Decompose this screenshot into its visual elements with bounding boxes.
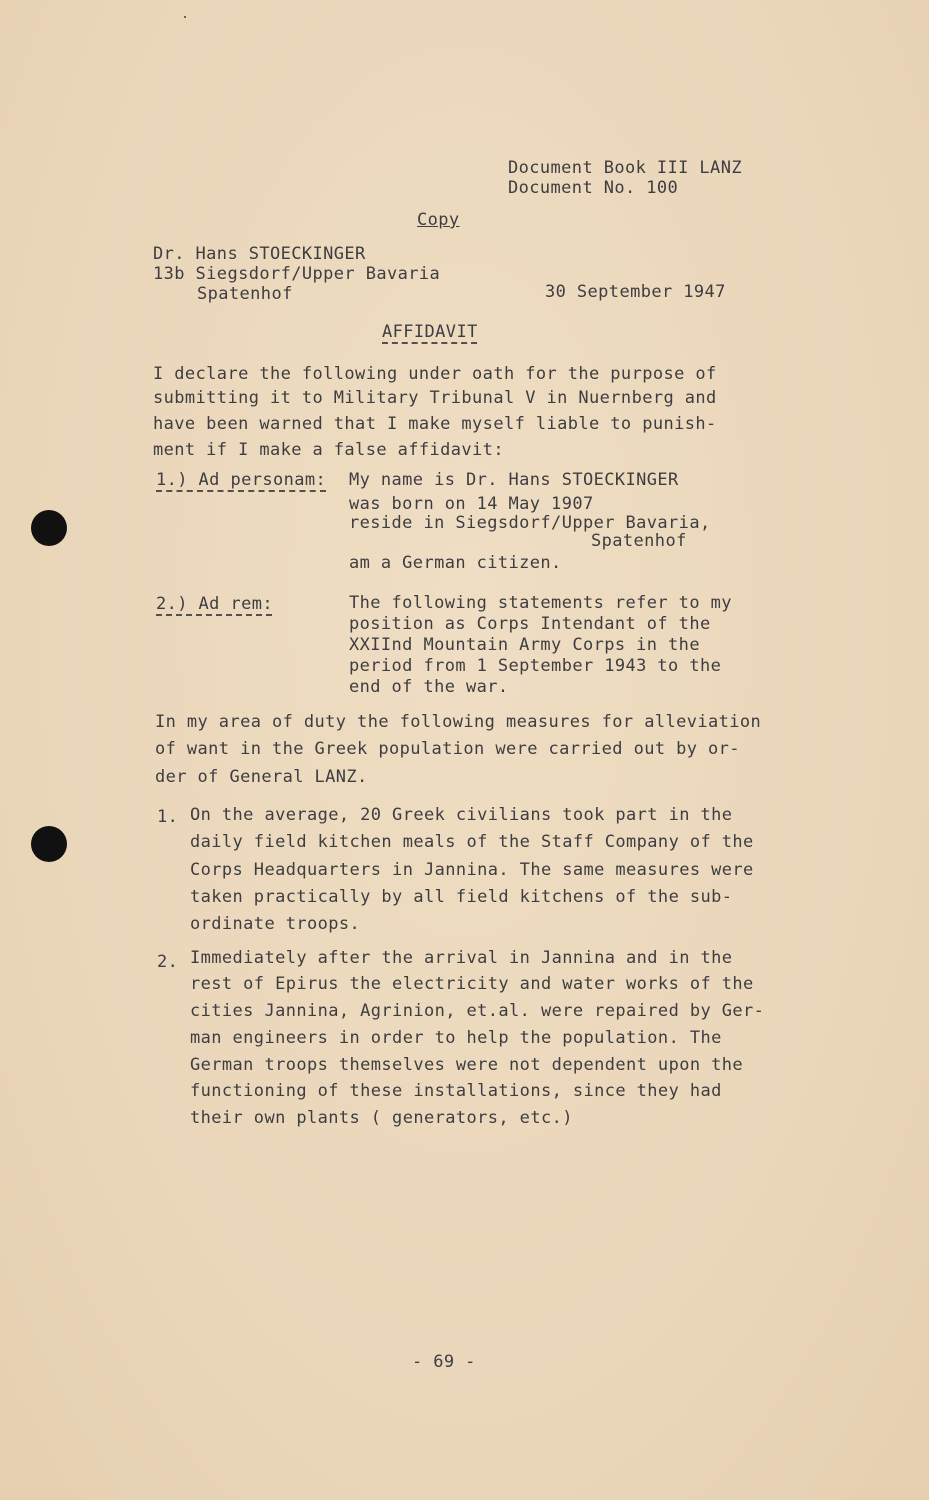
ad-personam-line: am a German citizen.: [349, 553, 562, 573]
item2-line: functioning of these installations, since they had: [190, 1081, 722, 1101]
ad-personam-line: was born on 14 May 1907: [349, 494, 594, 514]
ad-rem-line: position as Corps Intendant of the: [349, 614, 711, 634]
item2-number: 2.: [157, 952, 179, 972]
item2-line: rest of Epirus the electricity and water works of the: [190, 974, 754, 994]
intro-line: ment if I make a false affidavit:: [153, 440, 504, 460]
ad-personam-line: My name is Dr. Hans STOECKINGER: [349, 470, 679, 490]
ad-rem-line: period from 1 September 1943 to the: [349, 656, 722, 676]
duty-line: In my area of duty the following measures for alleviation: [155, 712, 762, 732]
item2-line: cities Jannina, Agrinion, et.al. were repaired by Ger-: [190, 1001, 765, 1021]
item2-line: German troops themselves were not dependent upon the: [190, 1055, 744, 1075]
document-title: AFFIDAVIT: [382, 322, 478, 342]
duty-line: of want in the Greek population were carried out by or-: [155, 739, 740, 759]
ad-rem-label: 2.) Ad rem:: [156, 594, 273, 614]
ad-rem-line: The following statements refer to my: [349, 593, 732, 613]
sender-name: Dr. Hans STOECKINGER: [153, 244, 366, 264]
ad-rem-line: end of the war.: [349, 677, 509, 697]
document-date: 30 September 1947: [545, 282, 726, 302]
doc-number-ref: Document No. 100: [508, 178, 679, 198]
ad-personam-line: Spatenhof: [591, 531, 687, 551]
page-number: - 69 -: [412, 1352, 476, 1372]
ad-personam-line: reside in Siegsdorf/Upper Bavaria,: [349, 513, 711, 533]
item2-line: Immediately after the arrival in Jannina and in the: [190, 948, 733, 968]
item1-number: 1.: [157, 807, 179, 827]
duty-line: der of General LANZ.: [155, 767, 368, 787]
item1-line: taken practically by all field kitchens of the sub-: [190, 887, 733, 907]
doc-book-ref: Document Book III LANZ: [508, 158, 742, 178]
ad-personam-label: 1.) Ad personam:: [156, 470, 327, 490]
sender-address-line2: Spatenhof: [197, 284, 293, 304]
ad-rem-line: XXIInd Mountain Army Corps in the: [349, 635, 700, 655]
punch-hole-upper: [31, 510, 67, 546]
item2-line: their own plants ( generators, etc.): [190, 1108, 573, 1128]
speck: [184, 16, 186, 18]
item1-line: daily field kitchen meals of the Staff Company of the: [190, 832, 754, 852]
item1-line: Corps Headquarters in Jannina. The same measures were: [190, 860, 754, 880]
item1-line: On the average, 20 Greek civilians took part in the: [190, 805, 733, 825]
punch-hole-lower: [31, 826, 67, 862]
copy-mark: Copy: [417, 210, 460, 230]
intro-line: I declare the following under oath for the purpose of: [153, 364, 717, 384]
item2-line: man engineers in order to help the population. The: [190, 1028, 722, 1048]
intro-line: submitting it to Military Tribunal V in Nuernberg and: [153, 388, 717, 408]
intro-line: have been warned that I make myself liable to punish-: [153, 414, 717, 434]
item1-line: ordinate troops.: [190, 914, 361, 934]
sender-address-line1: 13b Siegsdorf/Upper Bavaria: [153, 264, 441, 284]
